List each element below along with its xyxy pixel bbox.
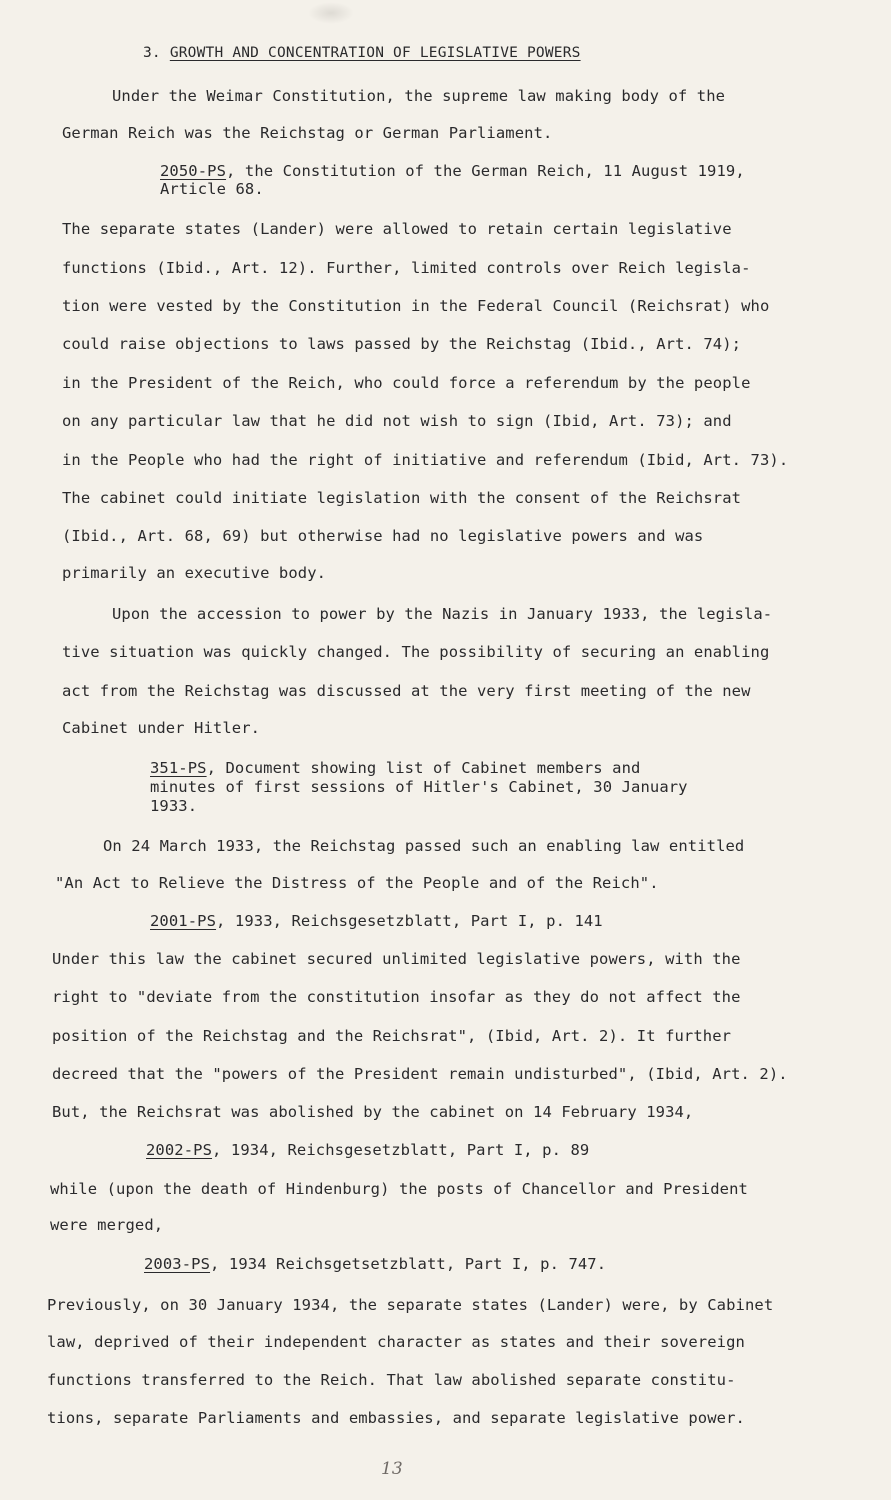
citation-text: , 1934 Reichsgetsetzblatt, Part I, p. 747. <box>210 1255 607 1273</box>
text-line: Under this law the cabinet secured unlimited legislative powers, with the <box>52 950 741 968</box>
text-line: Cabinet under Hitler. <box>62 719 261 737</box>
citation-ref: 2001-PS <box>150 912 217 930</box>
text-line: Upon the accession to power by the Nazis in January 1933, the legisla- <box>112 605 773 623</box>
text-line: position of the Reichstag and the Reichsrat", (Ibid, Art. 2). It further <box>52 1027 732 1045</box>
citation-line: minutes of first sessions of Hitler's Cabinet, 30 January <box>150 778 688 796</box>
text-line: "An Act to Relieve the Distress of the People and of the Reich". <box>55 874 659 892</box>
citation-ref: 2050-PS <box>160 162 227 180</box>
citation-text: , 1934, Reichsgesetzblatt, Part I, p. 89 <box>212 1141 590 1159</box>
text-line: decreed that the "powers of the President remain undisturbed", (Ibid, Art. 2). <box>52 1065 788 1083</box>
text-line: tions, separate Parliaments and embassies, and separate legislative power. <box>47 1409 745 1427</box>
section-number: 3. <box>143 45 161 61</box>
citation-ref: 2003-PS <box>144 1255 211 1273</box>
citation-ref: 2002-PS <box>146 1141 213 1159</box>
text-line: functions (Ibid., Art. 12). Further, limited controls over Reich legisla- <box>62 259 751 277</box>
text-line: law, deprived of their independent character as states and their sovereign <box>47 1333 745 1351</box>
text-line: could raise objections to laws passed by the Reichstag (Ibid., Art. 74); <box>62 335 742 353</box>
citation-2003-ps <box>144 1255 606 1273</box>
citation-351-ps <box>150 759 640 777</box>
text-line: But, the Reichsrat was abolished by the cabinet on 14 February 1934, <box>52 1103 694 1121</box>
text-line: German Reich was the Reichstag or German Parliament. <box>62 124 553 142</box>
text-line: while (upon the death of Hindenburg) the posts of Chancellor and President <box>50 1180 748 1198</box>
citation-text: , 1933, Reichsgesetzblatt, Part I, p. 141 <box>216 912 603 930</box>
text-line: The cabinet could initiate legislation with the consent of the Reichsrat <box>62 489 742 507</box>
section-title: GROWTH AND CONCENTRATION OF LEGISLATIVE POWERS <box>169 45 581 61</box>
citation-text: , the Constitution of the German Reich, 11 August 1919, <box>226 162 745 180</box>
text-line: right to "deviate from the constitution insofar as they do not affect the <box>52 988 741 1006</box>
text-line: Previously, on 30 January 1934, the separate states (Lander) were, by Cabinet <box>47 1296 774 1314</box>
citation-2002-ps <box>146 1141 589 1159</box>
text-line: in the People who had the right of initiative and referendum (Ibid, Art. 73). <box>62 451 789 469</box>
text-line: Under the Weimar Constitution, the supreme law making body of the <box>112 87 726 105</box>
text-line: primarily an executive body. <box>62 564 327 582</box>
text-line: act from the Reichstag was discussed at the very first meeting of the new <box>62 682 751 700</box>
text-line: functions transferred to the Reich. That law abolished separate constitu- <box>47 1371 736 1389</box>
text-line: were merged, <box>50 1216 164 1234</box>
text-line: on any particular law that he did not wish to sign (Ibid, Art. 73); and <box>62 412 732 430</box>
citation-line: 1933. <box>150 797 198 815</box>
page-number: 13 <box>381 1459 403 1479</box>
citation-line: Article 68. <box>160 180 264 198</box>
paper-smudge <box>308 2 354 24</box>
text-line: (Ibid., Art. 68, 69) but otherwise had no legislative powers and was <box>62 527 704 545</box>
text-line: tive situation was quickly changed. The possibility of securing an enabling <box>62 643 770 661</box>
section-heading <box>143 45 581 61</box>
citation-text: , Document showing list of Cabinet members and <box>206 759 641 777</box>
text-line: The separate states (Lander) were allowed to retain certain legislative <box>62 220 732 238</box>
citation-2001-ps <box>150 912 603 930</box>
citation-2050-ps <box>160 162 745 180</box>
text-line: in the President of the Reich, who could force a referendum by the people <box>62 374 751 392</box>
text-line: tion were vested by the Constitution in the Federal Council (Reichsrat) who <box>62 297 770 315</box>
citation-ref: 351-PS <box>150 759 207 777</box>
text-line: On 24 March 1933, the Reichstag passed such an enabling law entitled <box>103 837 745 855</box>
